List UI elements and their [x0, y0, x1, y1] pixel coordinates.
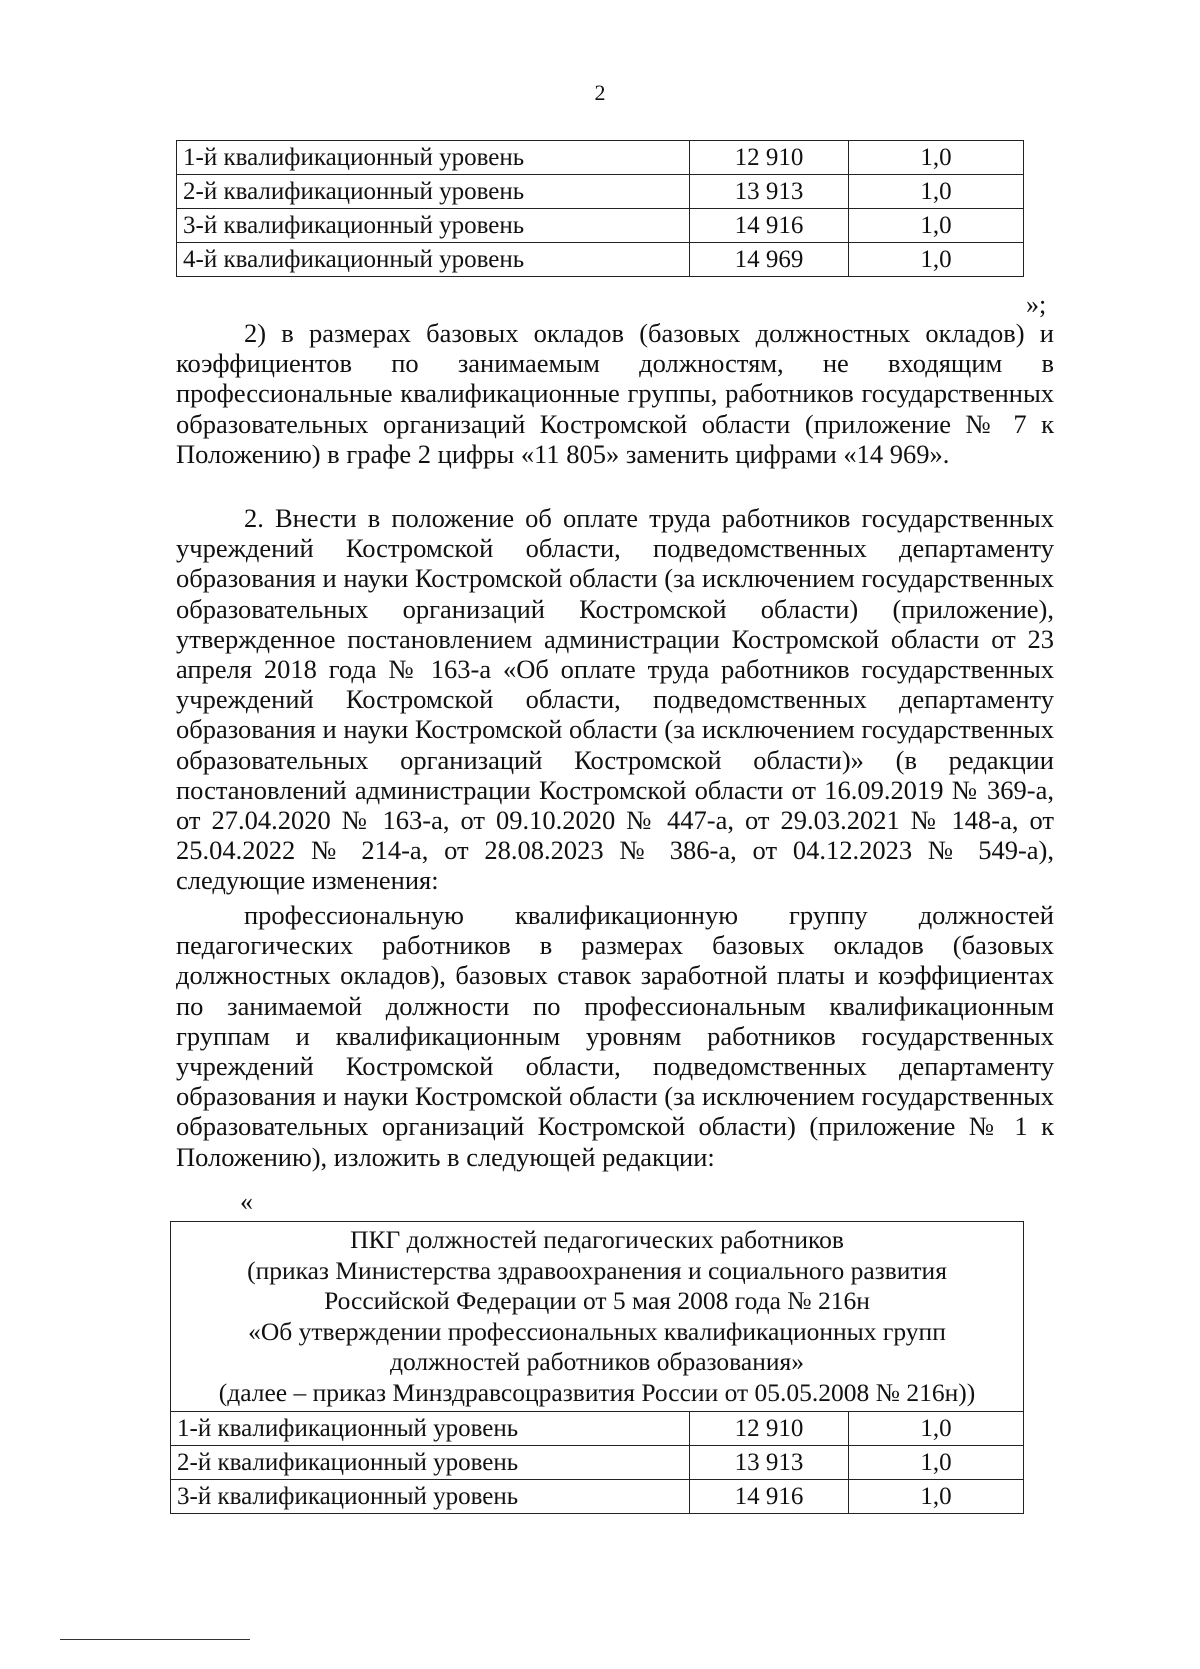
table-row: [177, 209, 1024, 243]
level-label: 1-й квалификационный уровень: [171, 1412, 690, 1446]
salary-value: 14 916: [690, 1480, 849, 1514]
salary-value: 14 969: [690, 243, 849, 277]
paragraph-section-2: 2. Внести в положение об оплате труда работников государственных учреждений Костромской области, подведомственных департаменту образования и науки Костромской области (за исключением государственных образовательных организаций Костромской области) (приложение), утвержденное постановлением администрации Костромской области от 23 апреля 2018 года № 163-а «Об оплате труда работников государственных учреждений Костромской области, подведомственных департаменту образования и науки Костромской области (за исключением государственных образовательных организаций Костромской области)» (в редакции постановлений администрации Костромской области от 16.09.2019 № 369-а, от 27.04.2020 № 163-а, от 09.10.2020 № 447-а, от 29.03.2021 № 148-а, от 25.04.2022 № 214-а, от 28.08.2023 № 386-а, от 04.12.2023 № 549-а), следующие изменения:: [176, 503, 1054, 896]
pkg-heading-line: должностей работников образования»: [390, 1347, 804, 1376]
table-row: [177, 243, 1024, 277]
salary-value: 13 913: [690, 175, 849, 209]
page-number: 2: [594, 80, 606, 105]
coefficient-value: 1,0: [849, 141, 1024, 175]
level-label: 3-й квалификационный уровень: [171, 1480, 690, 1514]
pkg-heading-line: (далее – приказ Минздравсоцразвития России от 05.05.2008 № 216н)): [218, 1377, 976, 1407]
opening-quote-mark: «: [240, 1187, 253, 1216]
paragraph-pkg-change: профессиональную квалификационную группу должностей педагогических работников в размерах базовых окладов (базовых должностных окладов), базовых ставок заработной платы и коэффициентах по занимаемой должности по профессиональным квалификационным группам и квалификационным уровням работников государственных учреждений Костромской области, подведомственных департаменту образования и науки Костромской области (за исключением государственных образовательных организаций Костромской области) (приложение № 1 к Положению), изложить в следующей редакции:: [176, 900, 1054, 1172]
salary-value: 13 913: [690, 1446, 849, 1480]
table-heading-row: [171, 1222, 1024, 1412]
table-row: [171, 1412, 1024, 1446]
coefficient-value: 1,0: [849, 1480, 1024, 1514]
coefficient-value: 1,0: [849, 209, 1024, 243]
paragraph-amendment-2: 2) в размерах базовых окладов (базовых должностных окладов) и коэффициентов по занимаемым должностям, не входящим в профессиональные квалификационные группы, работников государственных образовательных организаций Костромской области (приложение № 7 к Положению) в графе 2 цифры «11 805» заменить цифрами «14 969».: [176, 318, 1054, 469]
level-label: 2-й квалификационный уровень: [177, 175, 690, 209]
pkg-heading-line: (приказ Министерства здравоохранения и социального развития: [247, 1255, 947, 1285]
table-row: [171, 1480, 1024, 1514]
footnote-divider: [60, 1639, 250, 1640]
level-label: 1-й квалификационный уровень: [177, 141, 690, 175]
pkg-heading-line: Российской Федерации от 5 мая 2008 года № 216н: [324, 1286, 870, 1315]
table-row: [177, 141, 1024, 175]
pkg-heading-line: ПКГ должностей педагогических работников: [350, 1225, 844, 1254]
pkg-heading-line: «Об утверждении профессиональных квалификационных групп: [248, 1316, 946, 1346]
table-row: [171, 1446, 1024, 1480]
coefficient-value: 1,0: [849, 243, 1024, 277]
qualification-table-bottom: [170, 1221, 1024, 1514]
closing-quote-mark: »;: [1026, 290, 1047, 319]
pkg-heading: [171, 1222, 1024, 1412]
coefficient-value: 1,0: [849, 175, 1024, 209]
qualification-table-top: [176, 140, 1024, 277]
coefficient-value: 1,0: [849, 1446, 1024, 1480]
salary-value: 12 910: [690, 1412, 849, 1446]
level-label: 3-й квалификационный уровень: [177, 209, 690, 243]
salary-value: 12 910: [690, 141, 849, 175]
table-row: [177, 175, 1024, 209]
level-label: 2-й квалификационный уровень: [171, 1446, 690, 1480]
level-label: 4-й квалификационный уровень: [177, 243, 690, 277]
coefficient-value: 1,0: [849, 1412, 1024, 1446]
salary-value: 14 916: [690, 209, 849, 243]
